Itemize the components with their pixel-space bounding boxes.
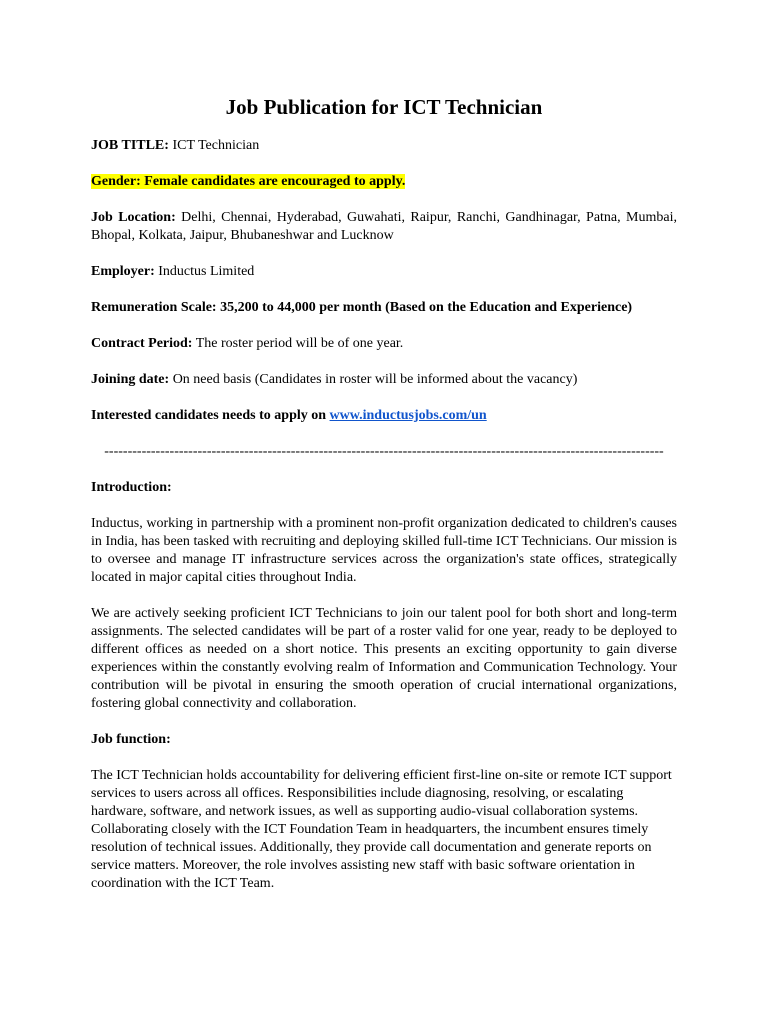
job-function-heading: Job function: [91,732,171,747]
location-label: Job Location: [91,210,176,225]
introduction-paragraph-1: Inductus, working in partnership with a prominent non-profit organization dedicated to children's causes in India, has been tasked with recruiting and deploying skilled full-time ICT Technicians. Our mission is to oversee and manage IT infrastructure services across the organization's state offices, strategically located in major capital cities throughout India. [91,516,677,585]
job-title-value: ICT Technician [168,138,260,153]
joining-field [91,371,677,389]
employer-label: Employer: [91,264,155,279]
divider-line: ------------------------------------------------------------------------------------------------------------------------ [104,444,664,459]
apply-link[interactable]: www.inductusjobs.com/un [329,408,487,423]
introduction-paragraph-2: We are actively seeking proficient ICT Technicians to join our talent pool for both short and long-term assignments. The selected candidates will be part of a roster valid for one year, ready to be deployed to different offices as needed on a short notice. This presents an exciting opportunity to gain diverse experiences within the constantly evolving realm of Information and Communication Technology. Your contribution will be pivotal in ensuring the smooth operation of crucial international organizations, fostering global connectivity and collaboration. [91,606,677,711]
contract-value: The roster period will be of one year. [192,336,404,351]
joining-value: On need basis (Candidates in roster will be informed about the vacancy) [169,372,578,387]
apply-field [91,407,677,425]
apply-text: Interested candidates needs to apply on [91,408,330,423]
introduction-heading: Introduction: [91,480,172,495]
page-title: Job Publication for ICT Technician [225,95,543,119]
contract-label: Contract Period: [91,336,193,351]
job-title-field [91,137,677,155]
employer-value: Inductus Limited [154,264,255,279]
job-title-label: JOB TITLE: [91,138,169,153]
employer-field [91,263,677,281]
gender-highlight: Gender: Female candidates are encouraged to apply. [91,174,406,189]
gender-field [91,173,677,191]
location-field [91,209,677,245]
joining-label: Joining date: [91,372,170,387]
location-value: Delhi, Chennai, Hyderabad, Guwahati, Raipur, Ranchi, Gandhinagar, Patna, Mumbai, Bhopal, Kolkata, Jaipur, Bhubaneshwar and Lucknow [91,210,677,243]
remuneration-field: Remuneration Scale: 35,200 to 44,000 per month (Based on the Education and Experience) [91,300,633,315]
contract-field [91,335,677,353]
job-function-paragraph: The ICT Technician holds accountability for delivering efficient first-line on-site or remote ICT support services to users across all offices. Responsibilities include diagnosing, resolving, or escalating hardware, software, and network issues, as well as supporting audio-visual collaboration systems. Collaborating closely with the ICT Foundation Team in headquarters, the incumbent ensures timely resolution of technical issues. Additionally, they provide call documentation and generate reports on service matters. Moreover, the role involves assisting new staff with basic software orientation in coordination with the ICT Team. [91,768,672,891]
